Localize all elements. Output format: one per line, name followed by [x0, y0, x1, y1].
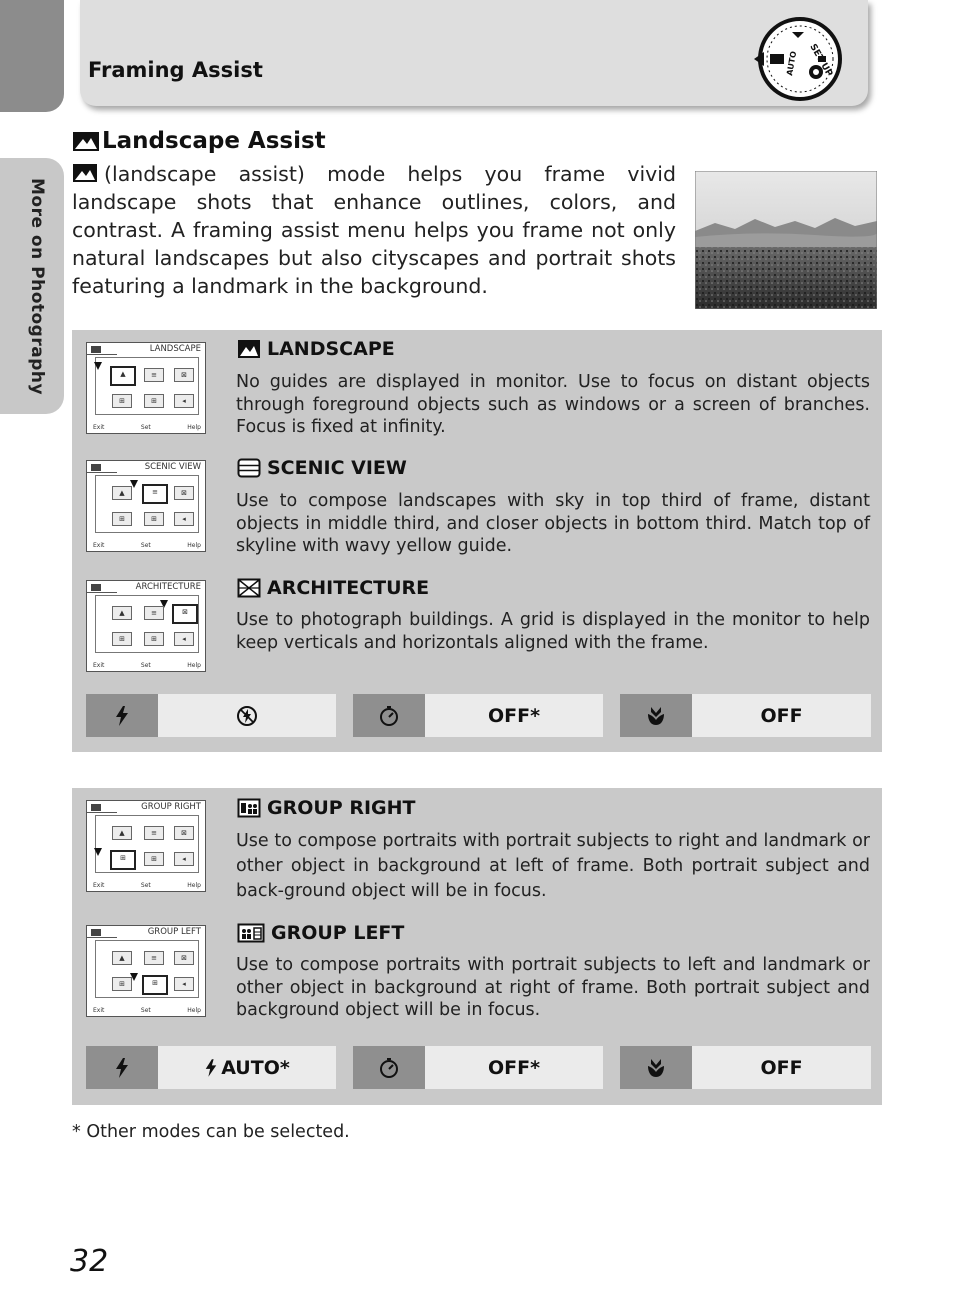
- mini-option-grid: [95, 940, 199, 998]
- menu-screen-landscape: [86, 342, 206, 434]
- mini-footer: [93, 424, 201, 431]
- option-group-right: ⊞: [112, 632, 132, 646]
- architecture-icon: [237, 578, 261, 598]
- side-tab-label: More on Photography: [27, 178, 47, 396]
- entry-title-text: SCENIC VIEW: [267, 457, 407, 479]
- settings-row-2: [86, 1046, 871, 1089]
- footer-set: Set: [140, 1007, 151, 1014]
- option-architecture: ⊠: [174, 486, 194, 500]
- option-scenic-view: ≡: [142, 484, 168, 504]
- footer-exit: Exit: [93, 424, 105, 431]
- option-group-left: ⊞: [144, 512, 164, 526]
- camera-icon: [91, 804, 101, 811]
- option-group-left: ⊞: [144, 394, 164, 408]
- camera-icon: [91, 584, 101, 591]
- landscape-assist-icon: [72, 163, 98, 183]
- menu-screen-architecture: [86, 580, 206, 672]
- footer-exit: Exit: [93, 662, 105, 669]
- flash-icon: [86, 1046, 158, 1089]
- flash-setting-value: [158, 1046, 336, 1089]
- option-scenic-view: ≡: [144, 826, 164, 840]
- footer-exit: Exit: [93, 542, 105, 549]
- option-help: ◂: [174, 512, 194, 526]
- option-landscape: ▲: [112, 606, 132, 620]
- mini-divider: [87, 472, 117, 473]
- option-group-left: ⊞: [142, 975, 168, 995]
- mini-option-grid: [95, 357, 199, 415]
- mini-option-grid: [95, 815, 199, 873]
- option-landscape: ▲: [110, 366, 136, 386]
- option-scenic-view: ≡: [144, 368, 164, 382]
- header-panel: [80, 0, 868, 106]
- scenic-view-icon: [237, 458, 261, 478]
- intro-paragraph: [72, 160, 676, 300]
- camera-icon: [91, 346, 101, 353]
- option-architecture: ⊠: [174, 368, 194, 382]
- mini-divider: [87, 812, 117, 813]
- landscape-icon: [237, 339, 261, 359]
- mini-footer: [93, 662, 201, 669]
- option-help: ◂: [174, 977, 194, 991]
- option-scenic-view: ≡: [144, 951, 164, 965]
- section-title: [72, 128, 326, 154]
- group-left-icon: [237, 923, 265, 943]
- mini-screen-title: GROUP RIGHT: [141, 802, 201, 812]
- option-landscape: ▲: [112, 951, 132, 965]
- option-help: ◂: [174, 632, 194, 646]
- footer-help: Help: [187, 542, 201, 549]
- self-timer-icon: [353, 694, 425, 737]
- option-group-right: ⊞: [110, 850, 136, 870]
- entry-title-group-left: [237, 922, 404, 944]
- footer-help: Help: [187, 882, 201, 889]
- entry-body-landscape: No guides are displayed in monitor. Use to focus on distant objects through foreground objects such as windows or a screen of branches. Focus is fixed at infinity.: [236, 372, 870, 437]
- selection-marker: [94, 848, 102, 856]
- footer-set: Set: [140, 424, 151, 431]
- flash-value-text: AUTO*: [221, 1056, 290, 1079]
- option-help: ◂: [174, 394, 194, 408]
- mini-footer: [93, 542, 201, 549]
- mini-screen-title: LANDSCAPE: [149, 344, 201, 354]
- mini-divider: [87, 937, 117, 938]
- entry-title-scenic-view: [237, 457, 407, 479]
- entry-title-architecture: [237, 577, 429, 599]
- settings-row-1: [86, 694, 871, 737]
- entry-body-group-left: Use to compose portraits with portrait subjects to left and landmark or other object in background at right of frame. Both portrait subject and background object will be in focus.: [236, 955, 870, 1020]
- macro-close-up-icon: [620, 694, 692, 737]
- footer-help: Help: [187, 424, 201, 431]
- mini-divider: [87, 592, 117, 593]
- dial-setup-label: SET UP: [807, 42, 834, 79]
- option-group-left: ⊞: [144, 632, 164, 646]
- footer-exit: Exit: [93, 882, 105, 889]
- header-title: Framing Assist: [88, 58, 263, 82]
- self-timer-value: OFF*: [425, 694, 603, 737]
- group-right-icon: [237, 798, 261, 818]
- option-group-left: ⊞: [144, 852, 164, 866]
- self-timer-icon: [353, 1046, 425, 1089]
- mini-screen-title: GROUP LEFT: [147, 927, 201, 937]
- entry-body-architecture: Use to photograph buildings. A grid is displayed in the monitor to help keep verticals and horizontals aligned with the frame.: [236, 610, 870, 653]
- menu-screen-group-left: [86, 925, 206, 1017]
- entry-title-text: ARCHITECTURE: [267, 577, 430, 599]
- mini-screen-title: SCENIC VIEW: [144, 462, 201, 472]
- entry-title-text: GROUP LEFT: [271, 922, 405, 944]
- footer-set: Set: [140, 882, 151, 889]
- dial-auto-label: AUTO: [785, 50, 799, 77]
- option-architecture: ⊠: [174, 826, 194, 840]
- camera-icon: [91, 929, 101, 936]
- option-help: ◂: [174, 852, 194, 866]
- footer-exit: Exit: [93, 1007, 105, 1014]
- footer-help: Help: [187, 1007, 201, 1014]
- menu-screen-scenic-view: [86, 460, 206, 552]
- option-landscape: ▲: [112, 486, 132, 500]
- footer-set: Set: [140, 542, 151, 549]
- flash-icon: [86, 694, 158, 737]
- selection-marker: [94, 362, 102, 370]
- landscape-photo: [695, 171, 877, 309]
- intro-text: (landscape assist) mode helps you frame vivid landscape shots that enhance outlines, colors, and contrast. A framing assist menu helps you frame not only natural landscapes but also cityscapes and portrait shots featuring a landmark in the background.: [72, 162, 676, 298]
- option-group-right: ⊞: [112, 977, 132, 991]
- footer-set: Set: [140, 662, 151, 669]
- option-architecture: ⊠: [172, 604, 198, 624]
- flash-icon: [204, 1057, 218, 1079]
- entry-body-group-right: Use to compose portraits with portrait subjects to right and landmark or other object in background at left of frame. Both portrait subject and back-ground object will be in focus.: [236, 831, 870, 901]
- mini-divider: [87, 354, 117, 355]
- entry-title-group-right: [237, 797, 416, 819]
- mini-footer: [93, 882, 201, 889]
- section-title-text: Landscape Assist: [102, 128, 326, 154]
- camera-icon: [91, 464, 101, 471]
- macro-value: OFF: [692, 1046, 871, 1089]
- macro-value: OFF: [692, 694, 871, 737]
- page-number: 32: [70, 1244, 109, 1279]
- mini-option-grid: [95, 595, 199, 653]
- entry-body-scenic-view: Use to compose landscapes with sky in top third of frame, distant objects in middle third, and closer objects in bottom third. Match top of skyline with wavy yellow guide.: [236, 491, 870, 556]
- flash-cancel-icon: [236, 705, 258, 727]
- entry-title-landscape: [237, 338, 395, 360]
- chapter-corner-tab: [0, 0, 64, 112]
- option-scenic-view: ≡: [144, 606, 164, 620]
- mini-screen-title: ARCHITECTURE: [135, 582, 201, 592]
- mode-dial-icon: [752, 16, 844, 102]
- option-group-right: ⊞: [112, 394, 132, 408]
- landscape-assist-icon: [72, 130, 100, 152]
- mini-option-grid: [95, 475, 199, 533]
- flash-setting-value: [158, 694, 336, 737]
- self-timer-value: OFF*: [425, 1046, 603, 1089]
- entry-title-text: GROUP RIGHT: [267, 797, 416, 819]
- footnote: * Other modes can be selected.: [72, 1122, 350, 1142]
- macro-close-up-icon: [620, 1046, 692, 1089]
- menu-screen-group-right: [86, 800, 206, 892]
- mini-footer: [93, 1007, 201, 1014]
- footer-help: Help: [187, 662, 201, 669]
- option-landscape: ▲: [112, 826, 132, 840]
- option-architecture: ⊠: [174, 951, 194, 965]
- option-group-right: ⊞: [112, 512, 132, 526]
- entry-title-text: LANDSCAPE: [267, 338, 395, 360]
